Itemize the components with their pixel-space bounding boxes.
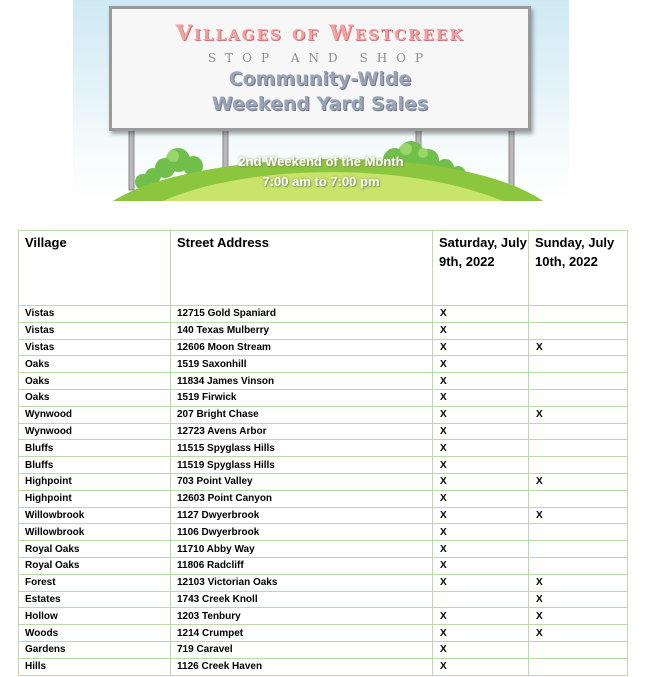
sunday-cell: [529, 389, 628, 406]
address-cell: 1126 Creek Haven: [171, 658, 433, 675]
table-header-row: [19, 231, 628, 306]
saturday-cell: X: [433, 574, 529, 591]
banner-heading-line2: Weekend Yard Sales: [211, 93, 429, 115]
village-cell: Hollow: [19, 608, 171, 625]
village-cell: Royal Oaks: [19, 557, 171, 574]
table-row: [19, 574, 628, 591]
banner-subtitle: STOP AND SHOP: [207, 51, 433, 65]
sign-board: [109, 6, 531, 131]
address-cell: 1127 Dwyerbrook: [171, 507, 433, 524]
saturday-cell: X: [433, 440, 529, 457]
yard-sale-table: [18, 230, 628, 676]
village-cell: Vistas: [19, 306, 171, 323]
saturday-cell: X: [433, 524, 529, 541]
table-row: [19, 625, 628, 642]
village-cell: Oaks: [19, 389, 171, 406]
saturday-cell: X: [433, 658, 529, 675]
village-cell: Highpoint: [19, 490, 171, 507]
address-cell: 1203 Tenbury: [171, 608, 433, 625]
village-cell: Wynwood: [19, 406, 171, 423]
sunday-cell: X: [529, 406, 628, 423]
table-row: [19, 306, 628, 323]
village-cell: Vistas: [19, 339, 171, 356]
address-cell: 1106 Dwyerbrook: [171, 524, 433, 541]
address-cell: 12723 Avens Arbor: [171, 423, 433, 440]
table-row: [19, 541, 628, 558]
sunday-cell: [529, 524, 628, 541]
sunday-cell: X: [529, 608, 628, 625]
address-cell: 719 Caravel: [171, 641, 433, 658]
saturday-cell: X: [433, 356, 529, 373]
sunday-cell: [529, 490, 628, 507]
saturday-cell: X: [433, 306, 529, 323]
table-row: [19, 557, 628, 574]
banner-heading-line1: Community-Wide: [228, 68, 412, 90]
table-row: [19, 440, 628, 457]
sunday-cell: [529, 658, 628, 675]
saturday-cell: X: [433, 322, 529, 339]
table-row: [19, 658, 628, 675]
village-cell: Gardens: [19, 641, 171, 658]
saturday-cell: X: [433, 473, 529, 490]
sunday-cell: [529, 557, 628, 574]
address-cell: 11515 Spyglass Hills: [171, 440, 433, 457]
address-cell: 11710 Abby Way: [171, 541, 433, 558]
table-row: [19, 507, 628, 524]
village-cell: Estates: [19, 591, 171, 608]
sunday-cell: [529, 356, 628, 373]
address-cell: 1743 Creek Knoll: [171, 591, 433, 608]
table-row: [19, 423, 628, 440]
saturday-cell: X: [433, 490, 529, 507]
sunday-cell: [529, 457, 628, 474]
schedule-hours: 7:00 am to 7:00 pm: [262, 174, 380, 189]
address-cell: 12103 Victorian Oaks: [171, 574, 433, 591]
address-cell: 12606 Moon Stream: [171, 339, 433, 356]
saturday-cell: X: [433, 641, 529, 658]
address-cell: 12603 Point Canyon: [171, 490, 433, 507]
village-cell: Willowbrook: [19, 507, 171, 524]
village-cell: Woods: [19, 625, 171, 642]
table-row: [19, 524, 628, 541]
sunday-cell: X: [529, 339, 628, 356]
saturday-cell: X: [433, 339, 529, 356]
sunday-cell: X: [529, 473, 628, 490]
schedule-weekend: 2nd Weekend of the Month: [238, 154, 404, 169]
village-cell: Vistas: [19, 322, 171, 339]
sunday-cell: [529, 641, 628, 658]
table-row: [19, 406, 628, 423]
table-row: [19, 608, 628, 625]
village-cell: Royal Oaks: [19, 541, 171, 558]
village-cell: Hills: [19, 658, 171, 675]
saturday-cell: X: [433, 507, 529, 524]
address-cell: 207 Bright Chase: [171, 406, 433, 423]
saturday-cell: X: [433, 423, 529, 440]
village-cell: Oaks: [19, 373, 171, 390]
village-cell: Highpoint: [19, 473, 171, 490]
saturday-cell: X: [433, 373, 529, 390]
address-cell: 11806 Radcliff: [171, 557, 433, 574]
address-cell: 12715 Gold Spaniard: [171, 306, 433, 323]
table-row: [19, 373, 628, 390]
banner-title: Villages of Westcreek: [175, 20, 465, 45]
sunday-cell: X: [529, 574, 628, 591]
village-cell: Wynwood: [19, 423, 171, 440]
table-row: [19, 641, 628, 658]
address-cell: 11519 Spyglass Hills: [171, 457, 433, 474]
table-row: [19, 389, 628, 406]
village-cell: Bluffs: [19, 440, 171, 457]
table-row: [19, 490, 628, 507]
yard-sale-banner: [73, 0, 569, 201]
village-cell: Forest: [19, 574, 171, 591]
address-cell: 1519 Firwick: [171, 389, 433, 406]
saturday-cell: X: [433, 608, 529, 625]
village-cell: Bluffs: [19, 457, 171, 474]
address-cell: 11834 James Vinson: [171, 373, 433, 390]
saturday-cell: [433, 591, 529, 608]
address-cell: 140 Texas Mulberry: [171, 322, 433, 339]
table-row: [19, 322, 628, 339]
table-row: [19, 591, 628, 608]
address-cell: 1214 Crumpet: [171, 625, 433, 642]
village-cell: Oaks: [19, 356, 171, 373]
address-cell: 703 Point Valley: [171, 473, 433, 490]
header-village: Village: [19, 231, 171, 306]
saturday-cell: X: [433, 557, 529, 574]
sunday-cell: [529, 306, 628, 323]
table-row: [19, 339, 628, 356]
sunday-cell: [529, 373, 628, 390]
address-cell: 1519 Saxonhill: [171, 356, 433, 373]
sunday-cell: [529, 322, 628, 339]
sunday-cell: [529, 541, 628, 558]
header-sunday: Sunday, July 10th, 2022: [529, 231, 628, 306]
sunday-cell: [529, 440, 628, 457]
table-row: [19, 457, 628, 474]
header-street-address: Street Address: [171, 231, 433, 306]
saturday-cell: X: [433, 406, 529, 423]
saturday-cell: X: [433, 625, 529, 642]
village-cell: Willowbrook: [19, 524, 171, 541]
table-row: [19, 473, 628, 490]
sunday-cell: X: [529, 591, 628, 608]
saturday-cell: X: [433, 541, 529, 558]
sunday-cell: X: [529, 625, 628, 642]
table-row: [19, 356, 628, 373]
saturday-cell: X: [433, 457, 529, 474]
sunday-cell: [529, 423, 628, 440]
header-saturday: Saturday, July 9th, 2022: [433, 231, 529, 306]
sunday-cell: X: [529, 507, 628, 524]
saturday-cell: X: [433, 389, 529, 406]
